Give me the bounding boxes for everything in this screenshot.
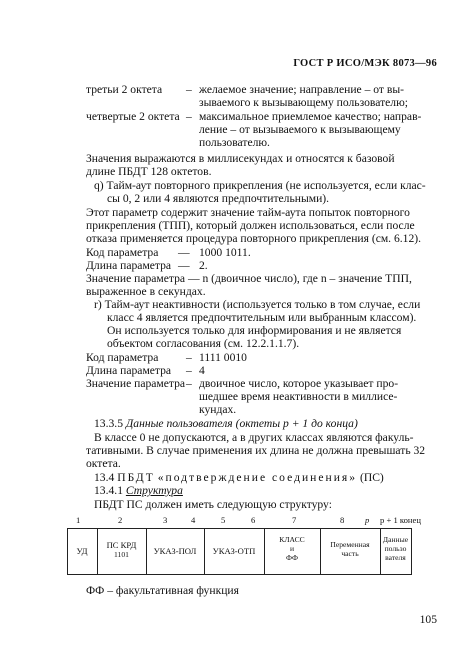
r-value-line-3: кундах. bbox=[199, 403, 237, 416]
octet-3-dash: – bbox=[186, 83, 192, 96]
q-length-dash: — bbox=[178, 259, 190, 272]
octet-number-6: 6 bbox=[251, 515, 256, 525]
section-1341-title: Структура bbox=[125, 484, 183, 497]
r-value-line-2: шедшее время неактивности в миллисе- bbox=[199, 390, 398, 403]
section-1335-line-1: В классе 0 не допускаются, а в других классах являются факуль- bbox=[94, 431, 414, 444]
octet-number-5: 5 bbox=[221, 515, 226, 525]
section-134-name: «подтверждение соединения» bbox=[157, 471, 358, 484]
octet-number-end: p + 1 конец bbox=[380, 515, 421, 525]
q-length-label: Длина параметра bbox=[86, 259, 172, 272]
item-r-line-3: Он используется только для информирования и не является bbox=[107, 324, 402, 337]
octet-number-3: 3 bbox=[163, 515, 168, 525]
item-q-line-2: сы 0, 2 или 4 являются предпочтительными). bbox=[107, 192, 330, 205]
item-r-line-1: r) Тайм-аут неактивности (используется только в том случае, если bbox=[94, 298, 421, 311]
section-134-lead: ПБДТ bbox=[117, 471, 155, 484]
q-para-line-2: прикрепления (ТПП), который должен использоваться, если после bbox=[86, 219, 415, 232]
r-length-value: 4 bbox=[199, 364, 205, 377]
cell-user-data: Данные пользо вателя bbox=[382, 535, 409, 562]
footnote: ФФ – факультативная функция bbox=[86, 584, 239, 597]
section-1335-line-3: октета. bbox=[86, 457, 121, 470]
q-value-line-2: выраженное в секундах. bbox=[86, 285, 206, 298]
octet-4-label: четвертые 2 октета bbox=[86, 110, 180, 123]
r-code-dash: – bbox=[186, 351, 192, 364]
octet-3-label: третьи 2 октета bbox=[86, 83, 163, 96]
table-top-border bbox=[67, 528, 411, 529]
values-para-line-1: Значения выражаются в миллисекундах и относятся к базовой bbox=[86, 152, 395, 165]
table-bottom-border bbox=[67, 574, 411, 575]
q-length-value: 2. bbox=[199, 259, 208, 272]
running-header: ГОСТ Р ИСО/МЭК 8073—96 bbox=[293, 58, 437, 69]
r-length-label: Длина параметра bbox=[86, 364, 172, 377]
octet-4-line-1: максимальное приемлемое качество; направ- bbox=[199, 110, 422, 123]
r-length-dash: – bbox=[186, 364, 192, 377]
q-value-line-1: Значение параметра — n (двоичное число), где n – значение ТПП, bbox=[86, 272, 412, 285]
q-para-line-3: отказа применяется процедура повторного прикрепления (см. 6.12). bbox=[86, 232, 422, 245]
octet-number-p: p bbox=[365, 515, 370, 525]
cell-ukaz-otp: УКАЗ-ОТП bbox=[212, 546, 256, 556]
cell-class-ff: КЛАСС и ФФ bbox=[279, 535, 305, 562]
cell-ukaz-pol: УКАЗ-ПОЛ bbox=[153, 546, 197, 556]
octet-3-line-1: желаемое значение; направление – от вы- bbox=[199, 83, 404, 96]
section-1335-number: 13.3.5 bbox=[94, 417, 123, 430]
octet-number-2: 2 bbox=[118, 515, 123, 525]
cell-variable-part: Переменная часть bbox=[330, 540, 370, 558]
section-1335-line-2: тативными. В случае применения их длина не должна превышать 32 bbox=[86, 444, 426, 457]
item-q-line-1: q) Тайм-аут повторного прикрепления (не используется, если клас- bbox=[94, 179, 426, 192]
octet-3-line-2: зываемого к вызывающему пользователю; bbox=[199, 96, 408, 109]
cell-ps-krd: ПС КРД 1101 bbox=[106, 540, 137, 559]
structure-intro: ПБДТ ПС должен иметь следующую структуру: bbox=[94, 498, 332, 511]
q-code-dash: — bbox=[178, 246, 190, 259]
octet-number-4: 4 bbox=[191, 515, 196, 525]
r-code-label: Код параметра bbox=[86, 351, 159, 364]
r-value-dash: – bbox=[186, 377, 192, 390]
r-value-line-1: двоичное число, которое указывает про- bbox=[199, 377, 399, 390]
r-code-value: 1111 0010 bbox=[199, 351, 247, 364]
octet-4-dash: – bbox=[186, 110, 192, 123]
section-1341-heading bbox=[94, 484, 183, 498]
octet-number-1: 1 bbox=[76, 515, 81, 525]
page-number: 105 bbox=[419, 613, 437, 626]
values-para-line-2: длине ПБДТ 128 октетов. bbox=[86, 165, 212, 178]
octet-4-line-3: пользователю. bbox=[199, 136, 270, 149]
section-134-number: 13.4 bbox=[94, 471, 115, 484]
octet-number-7: 7 bbox=[292, 515, 297, 525]
section-134-abbr: (ПС) bbox=[359, 471, 384, 484]
r-value-label: Значение параметра bbox=[86, 377, 186, 390]
item-r-line-2: класс 4 является предпочтительным или выбранным классом). bbox=[107, 311, 417, 324]
section-1341-number: 13.4.1 bbox=[94, 484, 123, 497]
table-divider-7 bbox=[411, 528, 412, 575]
q-code-value: 1000 1011. bbox=[199, 246, 251, 259]
cell-ud: УД bbox=[76, 546, 88, 556]
section-1335-title: Данные пользователя (октеты p + 1 до конца) bbox=[125, 417, 358, 430]
q-code-label: Код параметра bbox=[86, 246, 159, 259]
section-1335-heading bbox=[94, 417, 358, 431]
item-r-line-4: объектом согласования (см. 12.2.1.1.7). bbox=[107, 337, 300, 350]
section-134-heading bbox=[94, 471, 384, 485]
octet-4-line-2: ление – от вызываемого к вызывающему bbox=[199, 123, 401, 136]
octet-number-8: 8 bbox=[340, 515, 345, 525]
q-para-line-1: Этот параметр содержит значение тайм-аута попыток повторного bbox=[86, 206, 410, 219]
